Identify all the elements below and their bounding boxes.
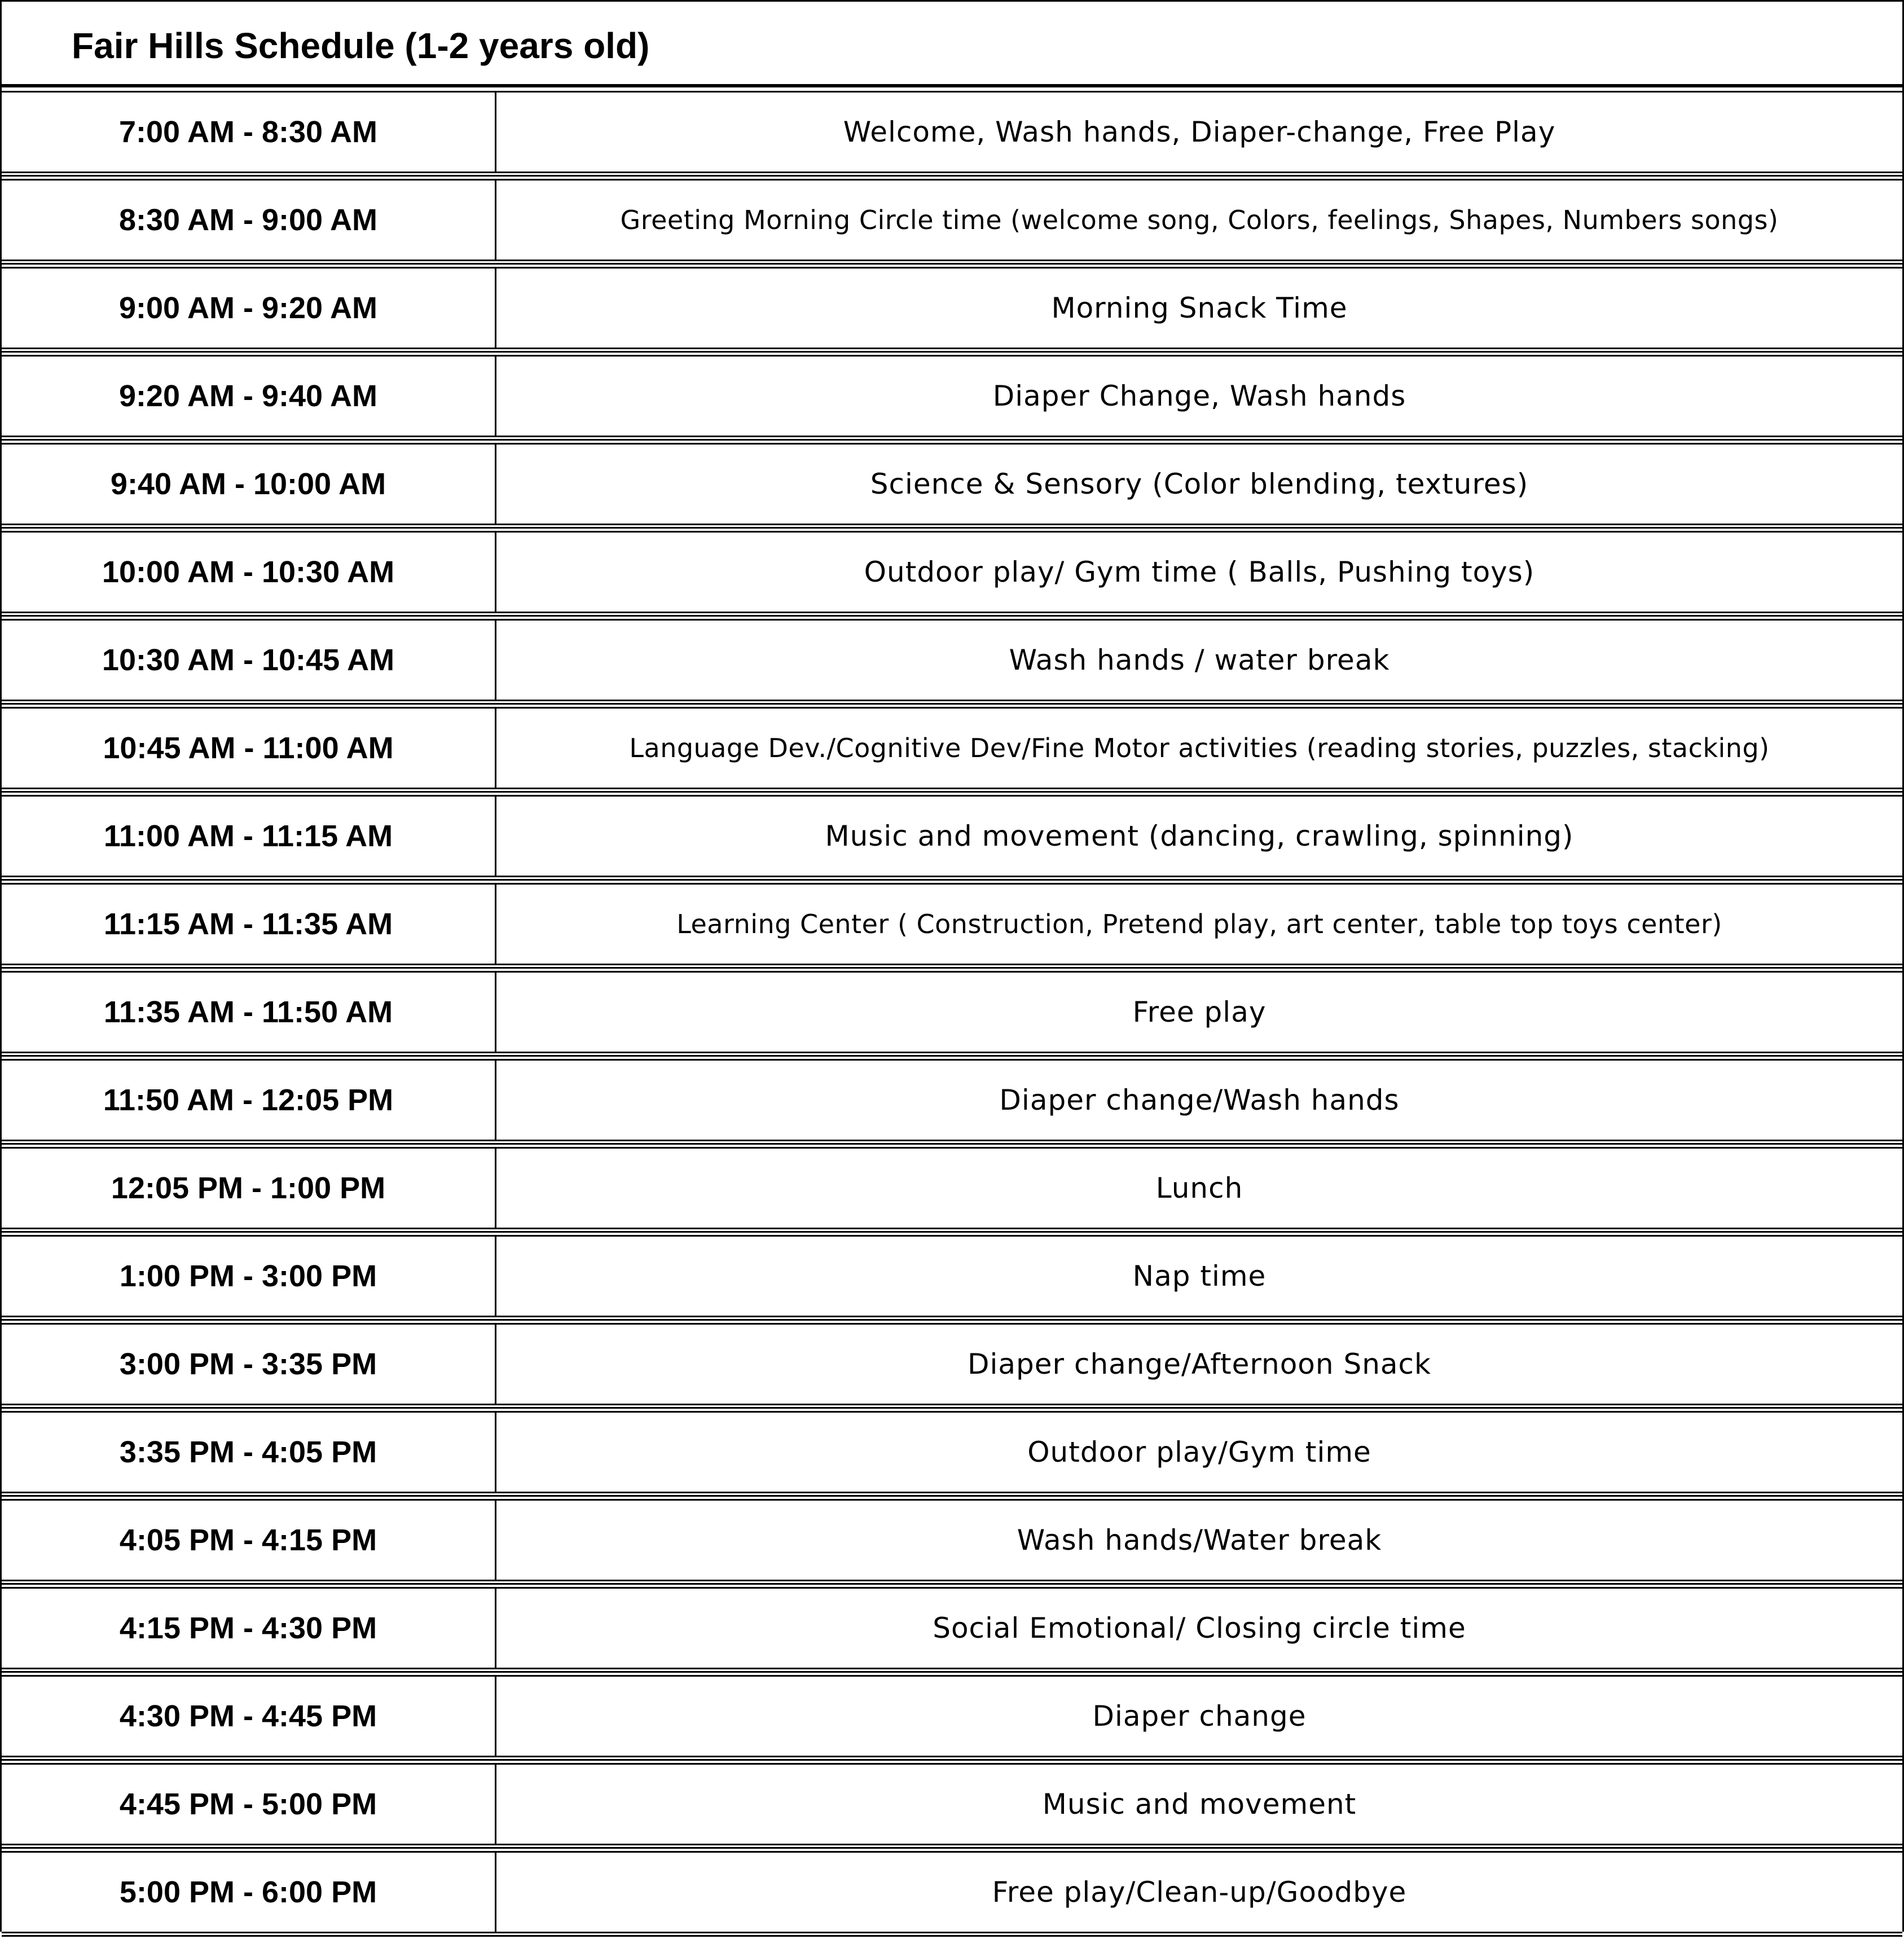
- time-cell: 4:45 PM - 5:00 PM: [2, 1765, 496, 1844]
- time-cell: 3:00 PM - 3:35 PM: [2, 1325, 496, 1404]
- time-cell: 10:30 AM - 10:45 AM: [2, 621, 496, 700]
- activity-cell: Morning Snack Time: [1051, 292, 1348, 324]
- time-cell: 12:05 PM - 1:00 PM: [2, 1149, 496, 1228]
- schedule-row: [2, 267, 1902, 349]
- schedule-row: [2, 91, 1902, 173]
- time-cell: 11:35 AM - 11:50 AM: [2, 973, 496, 1052]
- schedule-row: [2, 531, 1902, 613]
- schedule-row: [2, 443, 1902, 525]
- schedule-row: [2, 795, 1902, 877]
- time-cell: 9:00 AM - 9:20 AM: [2, 269, 496, 348]
- time-cell: 4:05 PM - 4:15 PM: [2, 1501, 496, 1580]
- activity-cell: Science & Sensory (Color blending, textures): [870, 468, 1529, 500]
- activity-cell: Outdoor play/ Gym time ( Balls, Pushing toys): [864, 556, 1535, 588]
- activity-cell: Social Emotional/ Closing circle time: [933, 1612, 1466, 1645]
- schedule-row: [2, 619, 1902, 701]
- activity-cell: Diaper change/Wash hands: [999, 1084, 1400, 1116]
- time-cell: 4:15 PM - 4:30 PM: [2, 1589, 496, 1668]
- time-cell: 9:20 AM - 9:40 AM: [2, 357, 496, 436]
- activity-cell: Diaper change/Afternoon Snack: [968, 1348, 1431, 1380]
- activity-cell: Free play/Clean-up/Goodbye: [992, 1876, 1407, 1909]
- activity-cell: Greeting Morning Circle time (welcome song, Colors, feelings, Shapes, Numbers songs): [620, 205, 1779, 235]
- activity-cell: Lunch: [1155, 1172, 1243, 1204]
- activity-cell: Outdoor play/Gym time: [1027, 1436, 1371, 1468]
- schedule-row: [2, 179, 1902, 261]
- title-bar: [2, 2, 1902, 87]
- time-cell: 5:00 PM - 6:00 PM: [2, 1853, 496, 1932]
- schedule-row: [2, 1235, 1902, 1317]
- time-cell: 11:15 AM - 11:35 AM: [2, 885, 496, 964]
- schedule-row: [2, 1587, 1902, 1669]
- activity-cell: Music and movement: [1042, 1788, 1357, 1821]
- activity-cell: Diaper Change, Wash hands: [992, 380, 1406, 412]
- schedule-row: [2, 1059, 1902, 1141]
- time-cell: 7:00 AM - 8:30 AM: [2, 93, 496, 172]
- time-cell: 1:00 PM - 3:00 PM: [2, 1237, 496, 1316]
- schedule-row: [2, 1851, 1902, 1933]
- time-cell: 3:35 PM - 4:05 PM: [2, 1413, 496, 1492]
- activity-cell: Welcome, Wash hands, Diaper-change, Free Play: [843, 116, 1556, 148]
- activity-cell: Free play: [1132, 996, 1267, 1028]
- schedule-row: [2, 1323, 1902, 1405]
- time-cell: 8:30 AM - 9:00 AM: [2, 181, 496, 260]
- schedule-row: [2, 707, 1902, 789]
- activity-cell: Nap time: [1132, 1260, 1267, 1292]
- activity-cell: Learning Center ( Construction, Pretend play, art center, table top toys center): [676, 909, 1722, 939]
- activity-cell: Wash hands/Water break: [1017, 1524, 1382, 1557]
- activity-cell: Language Dev./Cognitive Dev/Fine Motor activities (reading stories, puzzles, stacking): [629, 733, 1770, 763]
- activity-cell: Music and movement (dancing, crawling, spinning): [825, 820, 1574, 852]
- time-cell: 11:50 AM - 12:05 PM: [2, 1061, 496, 1140]
- time-cell: 4:30 PM - 4:45 PM: [2, 1677, 496, 1756]
- schedule-row: [2, 883, 1902, 965]
- schedule-table: [2, 91, 1902, 1939]
- time-cell: 10:00 AM - 10:30 AM: [2, 533, 496, 612]
- time-cell: 11:00 AM - 11:15 AM: [2, 797, 496, 876]
- time-cell: 10:45 AM - 11:00 AM: [2, 709, 496, 788]
- schedule-row: [2, 971, 1902, 1053]
- activity-cell: Diaper change: [1092, 1700, 1307, 1733]
- schedule-row: [2, 355, 1902, 437]
- schedule-row: [2, 1147, 1902, 1229]
- schedule-row: [2, 1411, 1902, 1493]
- activity-cell: Wash hands / water break: [1009, 644, 1390, 676]
- page-title: Fair Hills Schedule (1-2 years old): [72, 25, 650, 66]
- schedule-row: [2, 1675, 1902, 1757]
- schedule-row: [2, 1499, 1902, 1581]
- time-cell: 9:40 AM - 10:00 AM: [2, 445, 496, 524]
- schedule-row: [2, 1763, 1902, 1845]
